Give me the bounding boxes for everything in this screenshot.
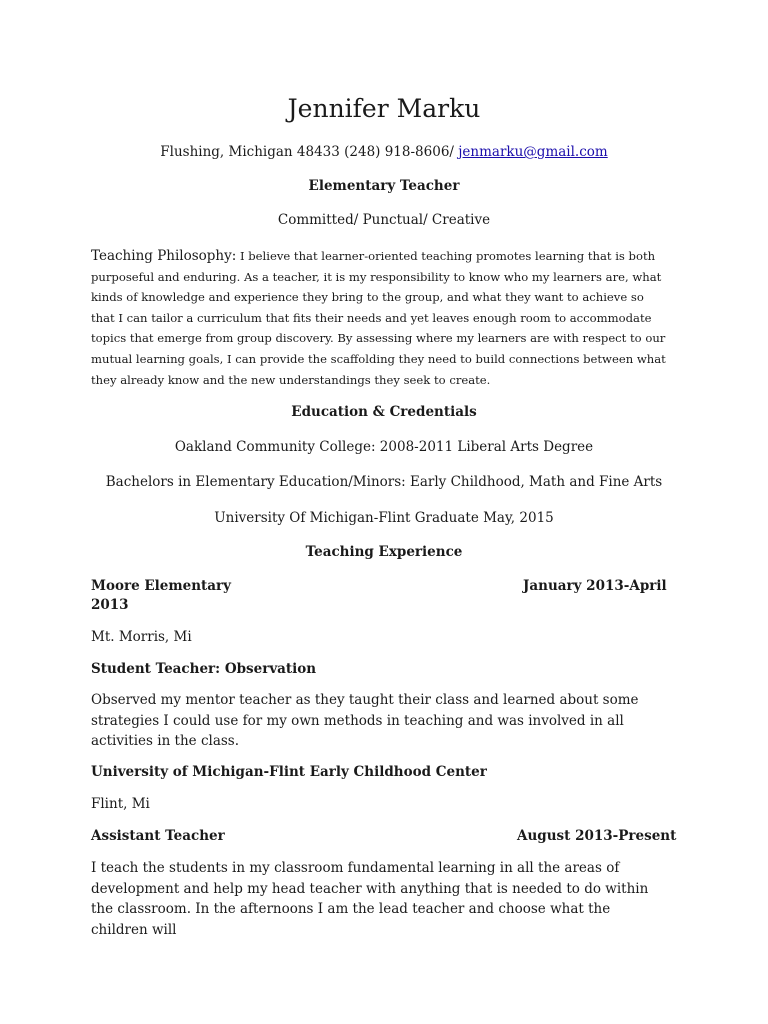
job2-role: Assistant Teacher — [91, 828, 225, 844]
education-line-3: University Of Michigan-Flint Graduate May, 2015 — [214, 510, 554, 526]
education-line-2: Bachelors in Elementary Education/Minors: Early Childhood, Math and Fine Arts — [105, 474, 663, 490]
job2-description: I teach the students in my classroom fundamental learning in all the areas of development and help my head teacher with anything that is needed to do within the classroom. In the afternoons I am the lead teacher and choose what the children will — [91, 860, 649, 938]
job1-description: Observed my mentor teacher as they taught their class and learned about some strategies I could use for my own methods in teaching and was involved in all activities in the class. — [91, 692, 639, 749]
job1-location: Mt. Morris, Mi — [91, 629, 192, 645]
philosophy-text: I believe that learner-oriented teaching promotes learning that is both purposeful and enduring. As a teacher, it is my responsibility to know who my learners are, what kinds of knowledge and experience they bring to the group, and what they want to achieve so that I can tailor a curriculum that fits their needs and yet leaves enough room to accommodate topics that emerge from group discovery. By assessing where my learners are with respect to our mutual learning goals, I can provide the scaffolding they need to build connections between what they already know and the new understandings they seek to create. — [91, 249, 666, 387]
education-line-1: Oakland Community College: 2008-2011 Liberal Arts Degree — [174, 439, 594, 455]
job2-employer: University of Michigan-Flint Early Childhood Center — [91, 764, 487, 780]
job1-role: Student Teacher: Observation — [91, 661, 317, 677]
email-link[interactable]: jenmarku@gmail.com — [458, 144, 608, 160]
philosophy-label: Teaching Philosophy: — [91, 248, 237, 264]
contact-text: Flushing, Michigan 48433 (248) 918-8606/ — [160, 144, 459, 160]
job-title: Elementary Teacher — [308, 178, 460, 194]
job1-dates: January 2013-April — [523, 578, 667, 594]
job1-employer: Moore Elementary — [91, 578, 231, 594]
traits-line: Committed/ Punctual/ Creative — [277, 212, 491, 228]
job2-dates: August 2013-Present — [517, 828, 677, 844]
job1-dates-continued: 2013 — [91, 597, 129, 613]
education-heading: Education & Credentials — [291, 404, 477, 420]
resume-name: Jennifer Marku — [287, 94, 481, 123]
job2-location: Flint, Mi — [91, 796, 150, 812]
philosophy-paragraph — [91, 246, 671, 390]
contact-line — [0, 142, 768, 162]
experience-heading: Teaching Experience — [305, 544, 463, 560]
